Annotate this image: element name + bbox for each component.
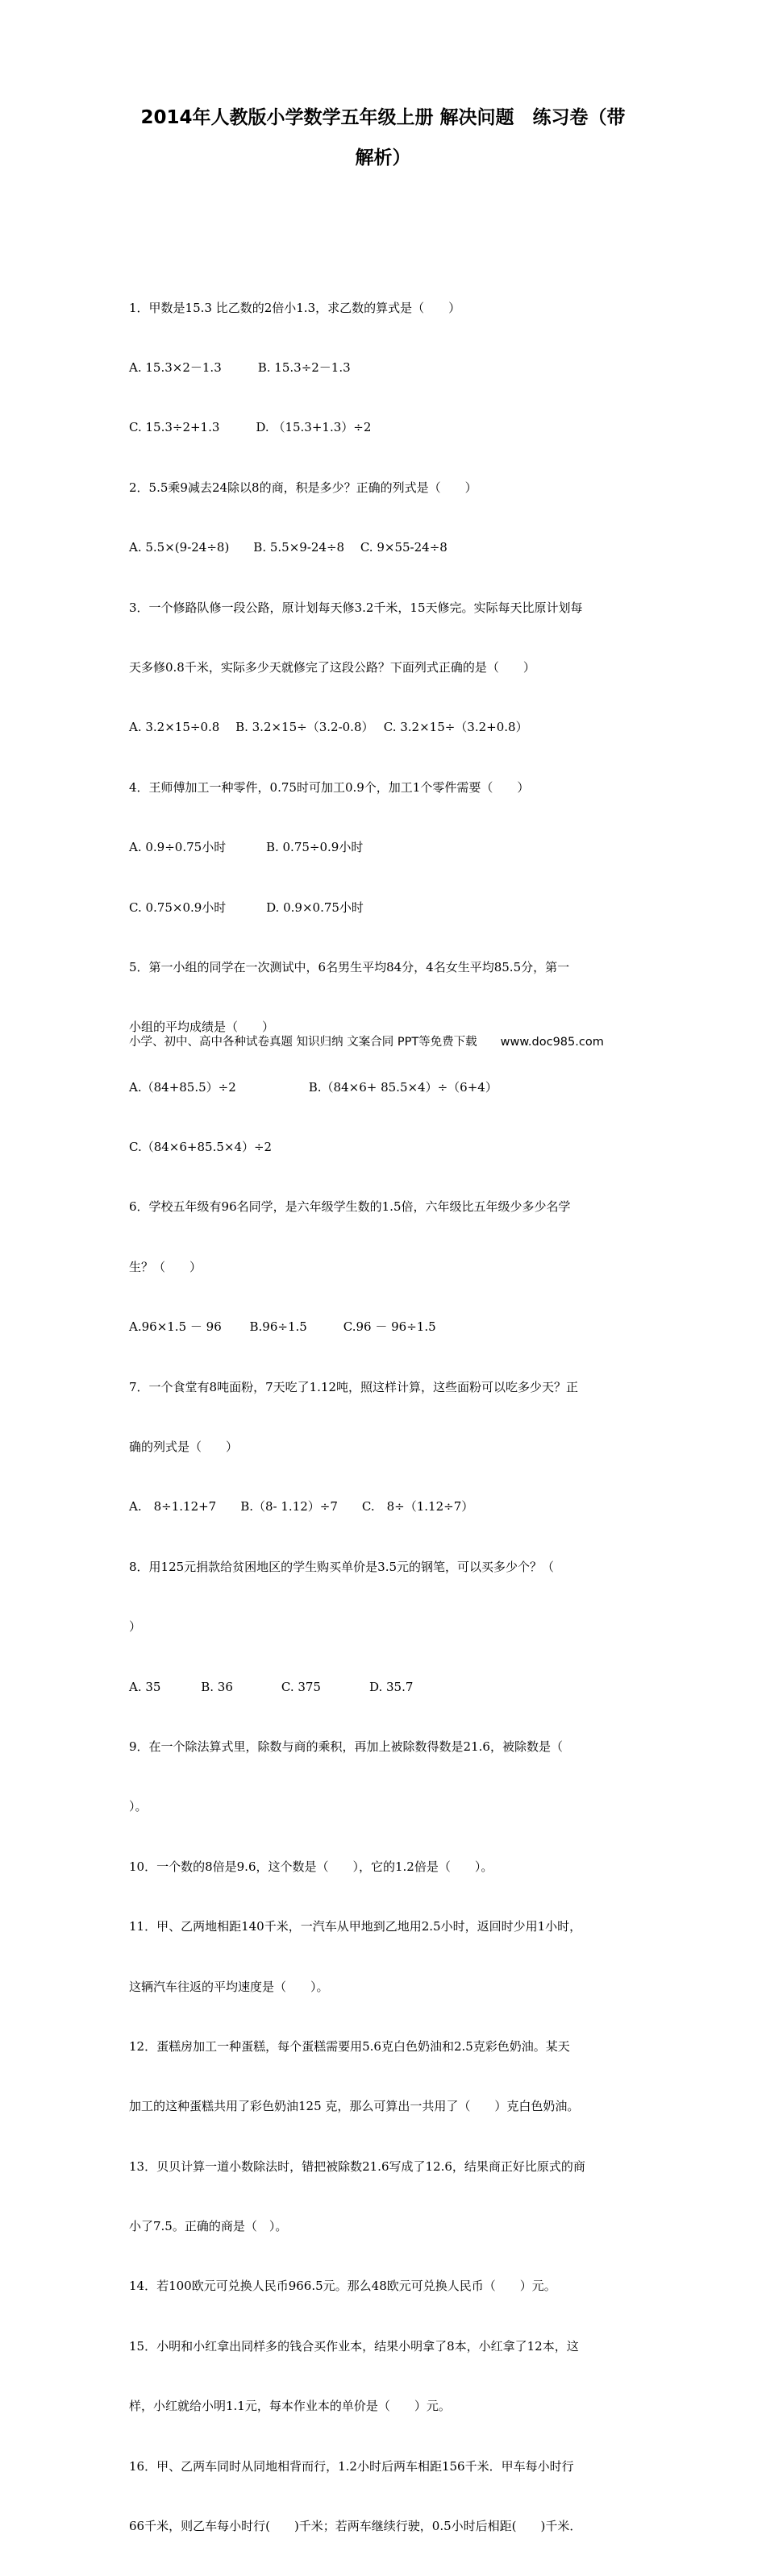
text-line: 8．用125元捐款给贫困地区的学生购买单价是3.5元的钢笔，可以买多少个？（ [129,1559,555,1574]
text-line: A. 0.9÷0.75小时 B. 0.75÷0.9小时 [129,840,364,855]
text-line: 生？（ ） [129,1259,202,1274]
text-line: 15．小明和小红拿出同样多的钱合买作业本，结果小明拿了8本，小红拿了12本，这 [129,2338,579,2354]
text-line: 天多修0.8千米，实际多少天就修完了这段公路？下面列式正确的是（ ） [129,659,535,675]
text-line: 9．在一个除法算式里，除数与商的乘积，再加上被除数得数是21.6，被除数是（ [129,1739,563,1754]
text-line: 11．甲、乙两地相距140千米，一汽车从甲地到乙地用2.5小时，返回时少用1小时， [129,1919,582,1934]
text-line: 6．学校五年级有96名同学，是六年级学生数的1.5倍，六年级比五年级少多少名学 [129,1199,571,1215]
question-list [129,258,645,2576]
text-line: 12．蛋糕房加工一种蛋糕，每个蛋糕需要用5.6克白色奶油和2.5克彩色奶油。某天 [129,2038,570,2054]
text-line: 1．甲数是15.3 比乙数的2倍小1.3，求乙数的算式是（ ） [129,300,461,315]
text-line: A. 35 B. 36 C. 375 D. 35.7 [129,1679,414,1694]
text-line: 小组的平均成绩是（ ） [129,1020,275,1035]
text-line: A. 3.2×15÷0.8 B. 3.2×15÷（3.2-0.8） C. 3.2×15÷（3.2+0.8） [129,720,528,735]
text-line: 小了7.5。正确的商是（ ）。 [129,2219,288,2234]
text-line: A. 15.3×2－1.3 B. 15.3÷2－1.3 [129,359,351,375]
text-line: 7．一个食堂有8吨面粉，7天吃了1.12吨，照这样计算，这些面粉可以吃多少天？正 [129,1379,579,1394]
page-footer: 小学、初中、高中各种试卷真题 知识归纳 文案合同 PPT等免费下载 www.doc985.com [129,1036,604,1049]
text-line: A.（84+85.5）÷2 B.（84×6+ 85.5×4）÷（6+4） [129,1079,497,1095]
text-line: 加工的这种蛋糕共用了彩色奶油125 克，那么可算出一共用了（ ）克白色奶油。 [129,2099,580,2114]
text-line: A.96×1.5 － 96 B.96÷1.5 C.96 － 96÷1.5 [129,1319,436,1335]
text-line: C. 15.3÷2+1.3 D. （15.3+1.3）÷2 [129,420,372,435]
text-line: 4．王师傅加工一种零件，0.75时可加工0.9个，加工1个零件需要（ ） [129,779,530,795]
text-line: A. 5.5×(9-24÷8) B. 5.5×9-24÷8 C. 9×55-24÷8 [129,540,448,555]
text-line: A. 8÷1.12+7 B.（8- 1.12）÷7 C. 8÷（1.12÷7） [129,1499,474,1514]
text-line: C.（84×6+85.5×4）÷2 [129,1140,273,1155]
text-line: 5．第一小组的同学在一次测试中，6名男生平均84分，4名女生平均85.5分，第一 [129,959,570,974]
text-line: 10．一个数的8倍是9.6，这个数是（ ），它的1.2倍是（ ）。 [129,1859,493,1874]
text-line: 2．5.5乘9减去24除以8的商，积是多少？正确的列式是（ ） [129,480,477,495]
text-line: ）。 [129,1799,148,1814]
text-line: 3．一个修路队修一段公路，原计划每天修3.2千米，15天修完。实际每天比原计划每 [129,600,583,615]
text-line: 13．贝贝计算一道小数除法时，错把被除数21.6写成了12.6，结果商正好比原式的商 [129,2158,585,2174]
text-line: 确的列式是（ ） [129,1440,239,1455]
text-line: 66千米，则乙车每小时行( )千米；若两车继续行驶，0.5小时后相距( )千米． [129,2519,582,2534]
text-line: C. 0.75×0.9小时 D. 0.9×0.75小时 [129,900,364,915]
text-line: 这辆汽车往返的平均速度是（ ）。 [129,1979,329,1994]
document-title-line-2: 解析） [355,147,411,168]
text-line: 样，小红就给小明1.1元，每本作业本的单价是（ ）元。 [129,2399,451,2414]
text-line: ） [129,1619,142,1635]
text-line: 14．若100欧元可兑换人民币966.5元。那么48欧元可兑换人民币（ ）元。 [129,2279,556,2294]
document-title-line-1: 2014年人教版小学数学五年级上册 解决问题 练习卷（带 [140,107,626,128]
text-line: 16．甲、乙两车同时从同地相背而行，1.2小时后两车相距156千米．甲车每小时行 [129,2458,574,2474]
